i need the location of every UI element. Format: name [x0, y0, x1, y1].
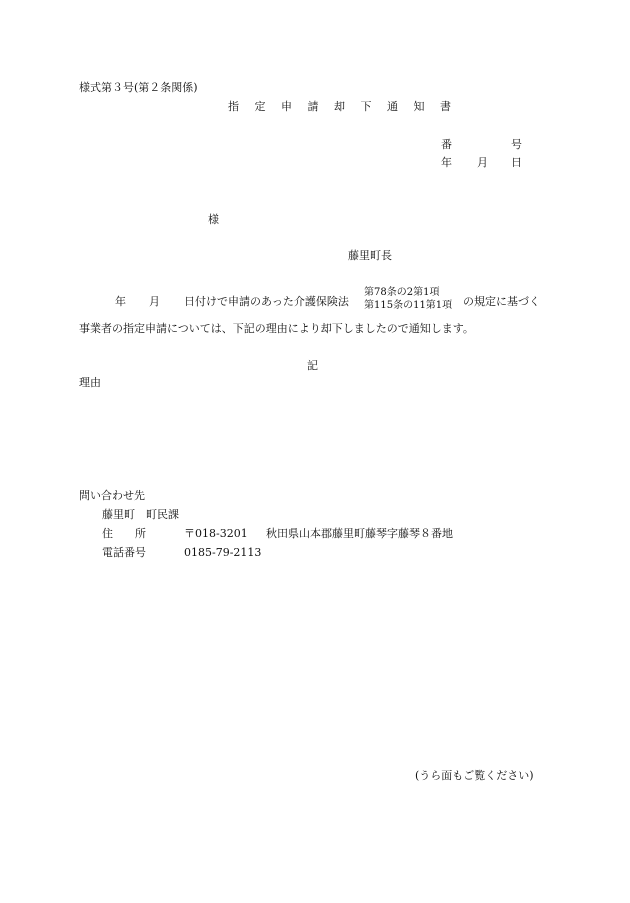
- body-line-2: 事業者の指定申請については、下記の理由により却下しましたので通知します。: [79, 322, 474, 335]
- body-date-suffix: 日付けで申請のあった介護保険法: [184, 295, 349, 308]
- form-number: 様式第３号(第２条関係): [79, 81, 198, 94]
- body-month: 月: [149, 295, 160, 308]
- body-after-law: の規定に基づく: [463, 295, 540, 308]
- law-article-1: 第78条の2第1項: [364, 287, 440, 298]
- contact-phone: 0185-79-2113: [184, 546, 262, 559]
- reason-label: 理由: [79, 376, 101, 389]
- number-label: 番: [441, 138, 452, 151]
- ki-marker: 記: [307, 359, 318, 372]
- footer-note: (うら面もご覧ください): [415, 769, 534, 782]
- date-month: 月: [477, 156, 488, 169]
- body-year: 年: [115, 295, 126, 308]
- sender-name: 藤里町長: [348, 249, 392, 262]
- document-title: 指 定 申 請 却 下 通 知 書: [228, 100, 457, 113]
- contact-postal-code: 〒018-3201: [184, 527, 248, 540]
- law-article-2: 第115条の11第1項: [364, 300, 453, 311]
- contact-address-label: 住 所: [102, 527, 146, 540]
- contact-phone-label: 電話番号: [102, 546, 146, 559]
- contact-heading: 問い合わせ先: [79, 489, 145, 502]
- date-day: 日: [511, 156, 522, 169]
- date-year: 年: [441, 156, 452, 169]
- contact-department: 藤里町 町民課: [102, 508, 179, 521]
- number-suffix: 号: [511, 138, 522, 151]
- contact-address: 秋田県山本郡藤里町藤琴字藤琴８番地: [266, 527, 453, 540]
- recipient-suffix: 様: [208, 213, 219, 226]
- law-article-stack: [364, 288, 452, 311]
